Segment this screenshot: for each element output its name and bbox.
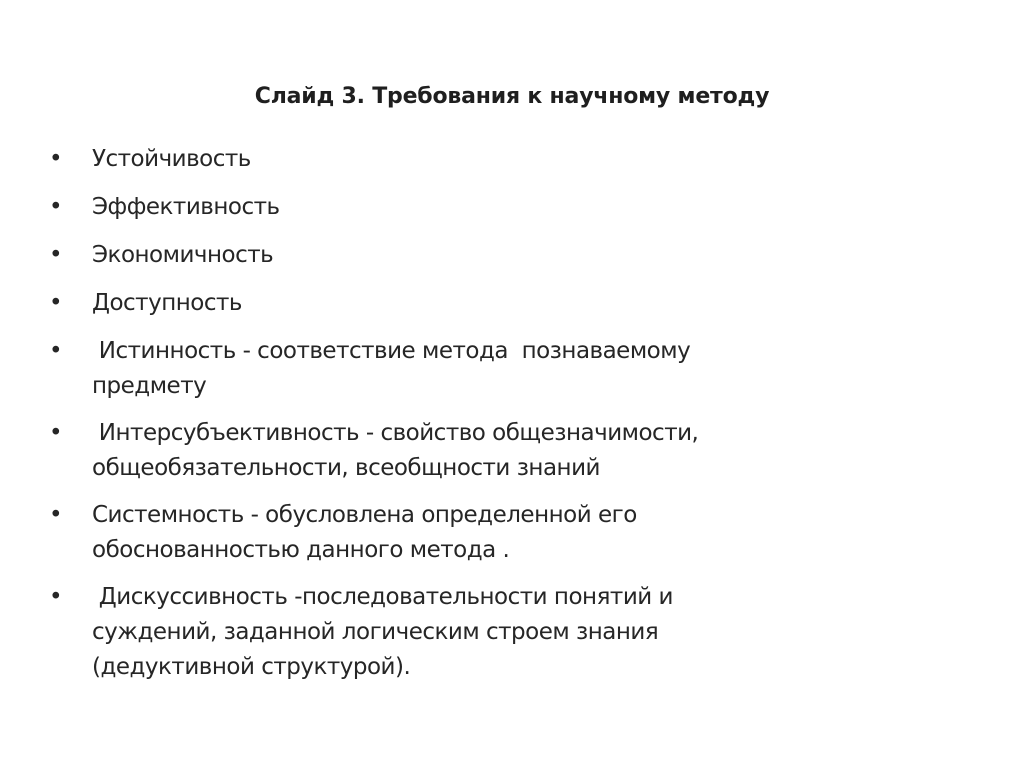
bullet-icon: • [49,584,63,610]
bullet-icon: • [49,242,63,268]
list-item [49,580,979,685]
bullet-icon: • [49,146,63,172]
list-item [49,286,979,321]
slide-title: Слайд 3. Требования к научному методу [254,84,770,109]
list-item [49,190,979,225]
list-item-text-line: (дедуктивной структурой). [92,654,411,680]
list-item [49,334,979,404]
list-item-text-line: предмету [92,373,207,399]
list-item-text-line: Дискуссивность -последовательности понятий и [92,584,673,610]
list-item-text-line: обоснованностью данного метода . [92,537,510,563]
list-item-text-line: суждений, заданной логическим строем знания [92,619,659,645]
bullet-icon: • [49,194,63,220]
bullet-icon: • [49,420,63,446]
list-item-text: Доступность [92,290,242,316]
list-item-text-line: общеобязательности, всеобщности знаний [92,455,600,481]
list-item [49,142,979,177]
list-item-text: Устойчивость [92,146,251,172]
list-item-text: Экономичность [92,242,274,268]
list-item-text-line: Системность - обусловлена определенной его [92,502,637,528]
list-item [49,238,979,273]
list-item [49,498,979,568]
bullet-icon: • [49,290,63,316]
bullet-icon: • [49,502,63,528]
list-item [49,416,979,486]
bullet-list [49,142,979,697]
list-item-text-line: Истинность - соответствие метода познаваемому [92,338,691,364]
list-item-text-line: Интерсубъективность - свойство общезначимости, [92,420,699,446]
bullet-icon: • [49,338,63,364]
list-item-text: Эффективность [92,194,280,220]
